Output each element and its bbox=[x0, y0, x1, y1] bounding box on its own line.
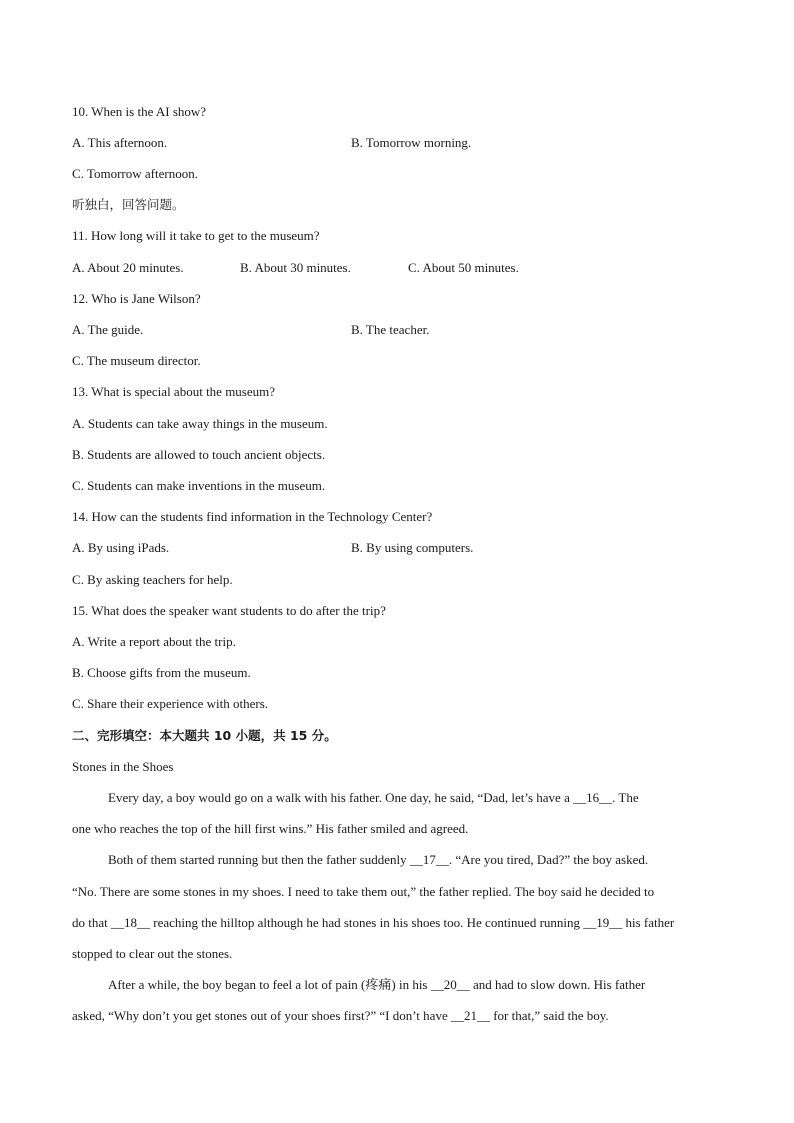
text-run: . The bbox=[612, 790, 639, 805]
question-13: 13. What is special about the museum? bbox=[72, 384, 276, 399]
question-11: 11. How long will it take to get to the museum? bbox=[72, 228, 320, 243]
q11-option-c: C. About 50 minutes. bbox=[408, 260, 519, 275]
passage-line bbox=[72, 1007, 609, 1025]
text-run: do that bbox=[72, 915, 111, 930]
q13-option-c: C. Students can make inventions in the museum. bbox=[72, 478, 326, 493]
text-run: . “Are you tired, Dad?” the boy asked. bbox=[448, 852, 649, 867]
cloze-heading-middle: 小题，共 bbox=[231, 728, 290, 743]
section-heading-cloze bbox=[72, 727, 337, 745]
blank-17: __17__ bbox=[409, 852, 449, 867]
question-14: 14. How can the students find information in the Technology Center? bbox=[72, 509, 433, 524]
question-10: 10. When is the AI show? bbox=[72, 104, 207, 119]
blank-21: __21__ bbox=[450, 1008, 490, 1023]
text-run: After a while, the boy began to feel a lot of pain (疼痛) in his bbox=[108, 977, 431, 992]
passage-line bbox=[72, 914, 674, 932]
section-heading-monologue: 听独白，回答问题。 bbox=[72, 197, 185, 212]
q12-option-a: A. The guide. bbox=[72, 322, 144, 337]
passage-line bbox=[108, 789, 639, 807]
q14-option-c: C. By asking teachers for help. bbox=[72, 572, 233, 587]
passage-line: one who reaches the top of the hill first wins.” His father smiled and agreed. bbox=[72, 821, 469, 836]
cloze-heading-score: 15 bbox=[289, 728, 308, 743]
blank-16: __16__ bbox=[573, 790, 613, 805]
question-12: 12. Who is Jane Wilson? bbox=[72, 291, 201, 306]
blank-19: __19__ bbox=[583, 915, 623, 930]
text-run: his father bbox=[622, 915, 675, 930]
text-run: for that,” said the boy. bbox=[489, 1008, 609, 1023]
cloze-heading-prefix: 二、完形填空：本大题共 bbox=[72, 728, 214, 743]
q10-option-b: B. Tomorrow morning. bbox=[351, 135, 472, 150]
cloze-heading-suffix: 分。 bbox=[307, 728, 337, 743]
q15-option-b: B. Choose gifts from the museum. bbox=[72, 665, 251, 680]
q15-option-c: C. Share their experience with others. bbox=[72, 696, 269, 711]
q11-option-a: A. About 20 minutes. bbox=[72, 260, 184, 275]
q15-option-a: A. Write a report about the trip. bbox=[72, 634, 236, 649]
q10-option-c: C. Tomorrow afternoon. bbox=[72, 166, 198, 181]
q11-option-b: B. About 30 minutes. bbox=[240, 260, 351, 275]
passage-line: “No. There are some stones in my shoes. I need to take them out,” the father replied. The boy said he decided to bbox=[72, 884, 655, 899]
blank-20: __20__ bbox=[430, 977, 470, 992]
passage-line bbox=[108, 851, 648, 869]
text-run: Every day, a boy would go on a walk with his father. One day, he said, “Dad, let’s have a bbox=[108, 790, 574, 805]
passage-line: stopped to clear out the stones. bbox=[72, 946, 233, 961]
blank-18: __18__ bbox=[111, 915, 150, 930]
text-run: and had to slow down. His father bbox=[469, 977, 646, 992]
q14-option-b: B. By using computers. bbox=[351, 540, 474, 555]
text-run: Both of them started running but then the father suddenly bbox=[108, 852, 410, 867]
q13-option-a: A. Students can take away things in the museum. bbox=[72, 416, 328, 431]
text-run: reaching the hilltop although he had stones in his shoes too. He continued running bbox=[150, 915, 584, 930]
q13-option-b: B. Students are allowed to touch ancient objects. bbox=[72, 447, 326, 462]
question-15: 15. What does the speaker want students to do after the trip? bbox=[72, 603, 386, 618]
passage-title: Stones in the Shoes bbox=[72, 759, 174, 774]
passage-line bbox=[108, 976, 645, 994]
text-run: asked, “Why don’t you get stones out of your shoes first?” “I don’t have bbox=[72, 1008, 451, 1023]
cloze-heading-count: 10 bbox=[213, 728, 232, 743]
q14-option-a: A. By using iPads. bbox=[72, 540, 170, 555]
q12-option-b: B. The teacher. bbox=[351, 322, 430, 337]
q10-option-a: A. This afternoon. bbox=[72, 135, 168, 150]
q12-option-c: C. The museum director. bbox=[72, 353, 201, 368]
